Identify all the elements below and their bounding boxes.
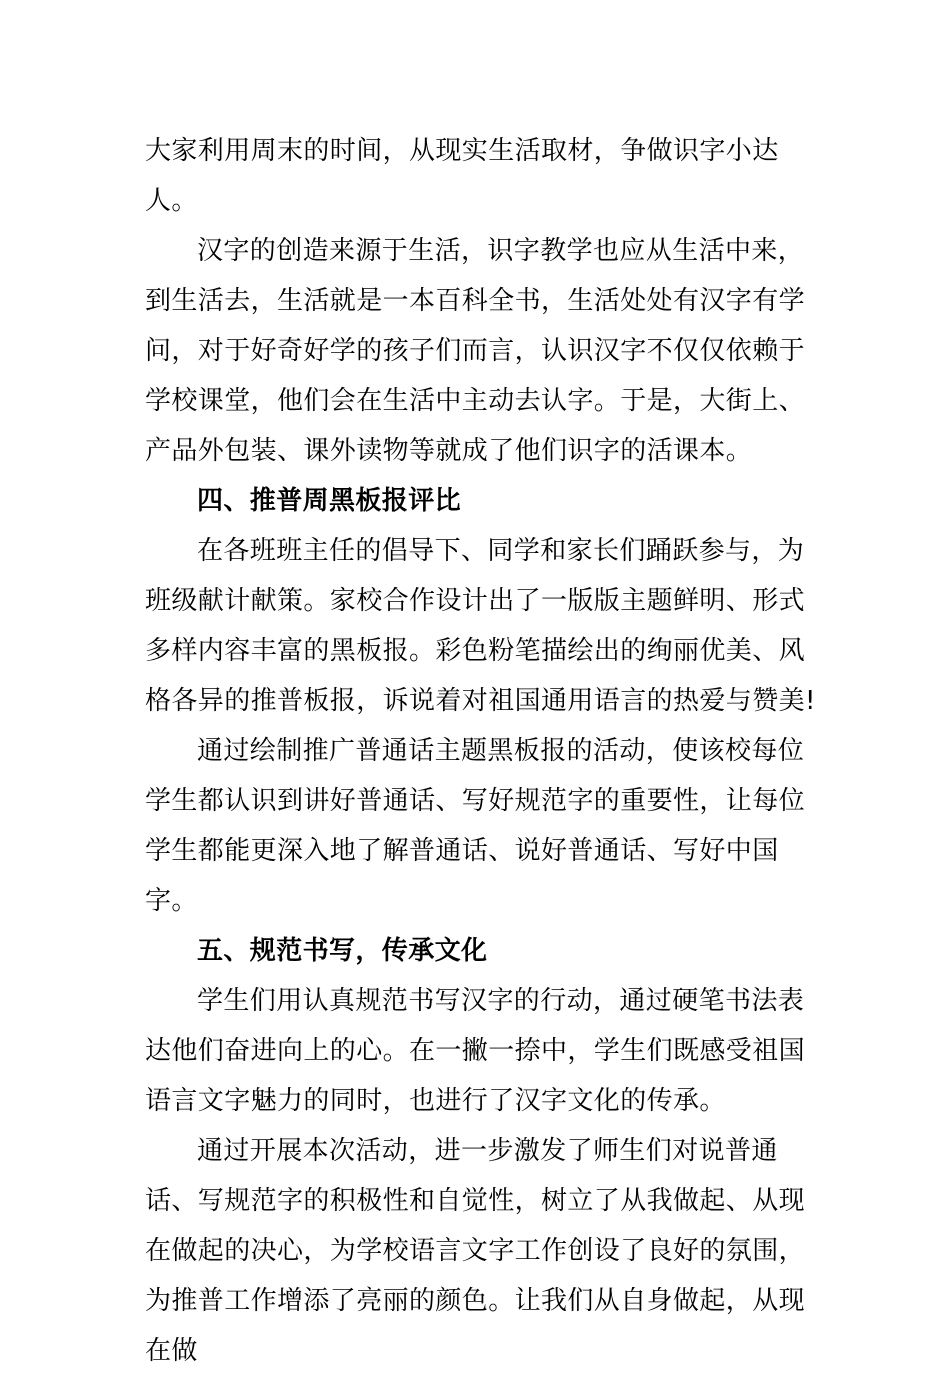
paragraph-writing-practice: 学生们用认真规范书写汉字的行动，通过硬笔书法表达他们奋进向上的心。在一撇一捺中，学生们既感受祖国语言文字魅力的同时，也进行了汉字文化的传承。: [145, 986, 806, 1116]
paragraph-conclusion: 通过开展本次活动，进一步激发了师生们对说普通话、写规范字的积极性和自觉性，树立了从我做起、从现在做起的决心，为学校语言文字工作创设了良好的氛围，为推普工作增添了亮丽的颜色。让我们从自身做起，从现在做: [145, 1136, 806, 1366]
section-heading-blackboard: 四、推普周黑板报评比: [197, 486, 462, 516]
document-body: [145, 126, 825, 1376]
paragraph-life-literacy: 汉字的创造来源于生活，识字教学也应从生活中来，到生活去，生活就是一本百科全书，生活处处有汉字有学问，对于好奇好学的孩子们而言，认识汉字不仅仅依赖于学校课堂，他们会在生活中主动去认字。于是，大街上、产品外包装、课外读物等就成了他们识字的活课本。: [145, 236, 806, 466]
section-heading-writing: 五、规范书写，传承文化: [197, 936, 488, 966]
paragraph-blackboard-effect: 通过绘制推广普通话主题黑板报的活动，使该校每位学生都认识到讲好普通话、写好规范字的重要性，让每位学生都能更深入地了解普通话、说好普通话、写好中国字。: [145, 736, 806, 916]
paragraph-blackboard-contest: 在各班班主任的倡导下、同学和家长们踊跃参与，为班级献计献策。家校合作设计出了一版版主题鲜明、形式多样内容丰富的黑板报。彩色粉笔描绘出的绚丽优美、风格各异的推普板报，诉说着对祖国通用语言的热爱与赞美!: [145, 536, 816, 716]
paragraph-continuation: 大家利用周末的时间，从现实生活取材，争做识字小达人。: [145, 136, 779, 216]
